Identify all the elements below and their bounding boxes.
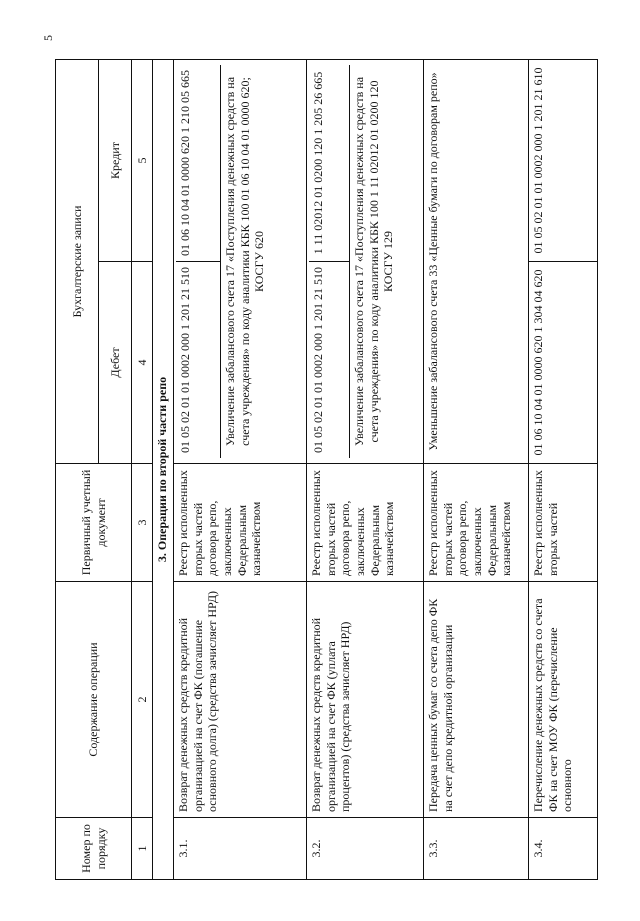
table-row [307, 59, 424, 879]
table-row [529, 59, 598, 879]
table-row [424, 59, 529, 879]
column-number: 4 [132, 262, 153, 464]
offbalance-note: Уменьшение забалансового счета 33 «Ценные бумаги по договорам репо» [424, 59, 529, 463]
column-numbers-row [132, 59, 153, 879]
row-document: Реестр исполненных вторых частей [529, 464, 598, 582]
header-credit: Кредит [99, 59, 132, 261]
header-content: Содержание операции [56, 582, 132, 818]
row-number: 3.4. [529, 818, 598, 880]
offbalance-note: Увеличение забалансового счета 17 «Поступления денежных средств на счета учреждения» по коду аналитики КБК 100 01 06 10 04 01 0000 620; КОСГУ 620 [221, 65, 296, 458]
entries-cell [174, 59, 307, 463]
entries-inner [309, 65, 416, 458]
row-content: Возврат денежных средств кредитной организацией на счет ФК (погашение основного долга) (средства зачисляет НРД) [174, 582, 307, 818]
rotated-table-wrapper [55, 60, 593, 880]
credit-value: 01 05 02 01 01 0002 000 1 201 21 610 [529, 59, 598, 261]
column-number: 3 [132, 464, 153, 582]
debit-value: 01 06 10 04 01 0000 620 1 304 04 620 [529, 262, 598, 464]
table-row [174, 59, 307, 879]
row-document: Реестр исполненных вторых частей договора репо, заключенных Федеральным казначейством [424, 464, 529, 582]
debit-value: 01 05 02 01 01 0002 000 1 201 21 510 [311, 267, 325, 453]
row-number: 3.3. [424, 818, 529, 880]
offbalance-note: Увеличение забалансового счета 17 «Поступления денежных средств на счета учреждения» по коду аналитики КБК 100 1 11 02012 01 0200 120 КОСГУ 129 [350, 65, 417, 458]
header-doc: Первичный учетный документ [56, 464, 132, 582]
accounting-entries-table [55, 59, 598, 880]
entries-cell [307, 59, 424, 463]
row-content: Возврат денежных средств кредитной организацией на счет ФК (уплата процентов) (средства зачисляет НРД) [307, 582, 424, 818]
column-number: 5 [132, 59, 153, 261]
entries-inner [176, 65, 295, 458]
row-content: Передача ценных бумаг со счета депо ФК на счет депо кредитной организации [424, 582, 529, 818]
header-row [56, 59, 99, 879]
row-document: Реестр исполненных вторых частей договора репо, заключенных Федеральным казначейством [307, 464, 424, 582]
row-content: Перечисление денежных средств со счета ФК на счет МОУ ФК (перечисление основного [529, 582, 598, 818]
column-number: 2 [132, 582, 153, 818]
section-row [153, 59, 174, 879]
header-num: Номер по порядку [56, 818, 132, 880]
credit-value: 1 11 02012 01 0200 120 1 205 26 665 [309, 65, 350, 262]
header-entries: Бухгалтерские записи [56, 59, 99, 463]
row-number: 3.1. [174, 818, 307, 880]
column-number: 1 [132, 818, 153, 880]
page-number: 5 [41, 35, 55, 41]
debit-value: 01 05 02 01 01 0002 000 1 201 21 510 [178, 267, 192, 453]
section-title: 3. Операции по второй части репо [153, 59, 174, 879]
row-number: 3.2. [307, 818, 424, 880]
header-debit: Дебет [99, 262, 132, 464]
credit-value: 01 06 10 04 01 0000 620 1 210 05 665 [176, 65, 221, 262]
row-document: Реестр исполненных вторых частей договора репо, заключенных Федеральным казначейством [174, 464, 307, 582]
